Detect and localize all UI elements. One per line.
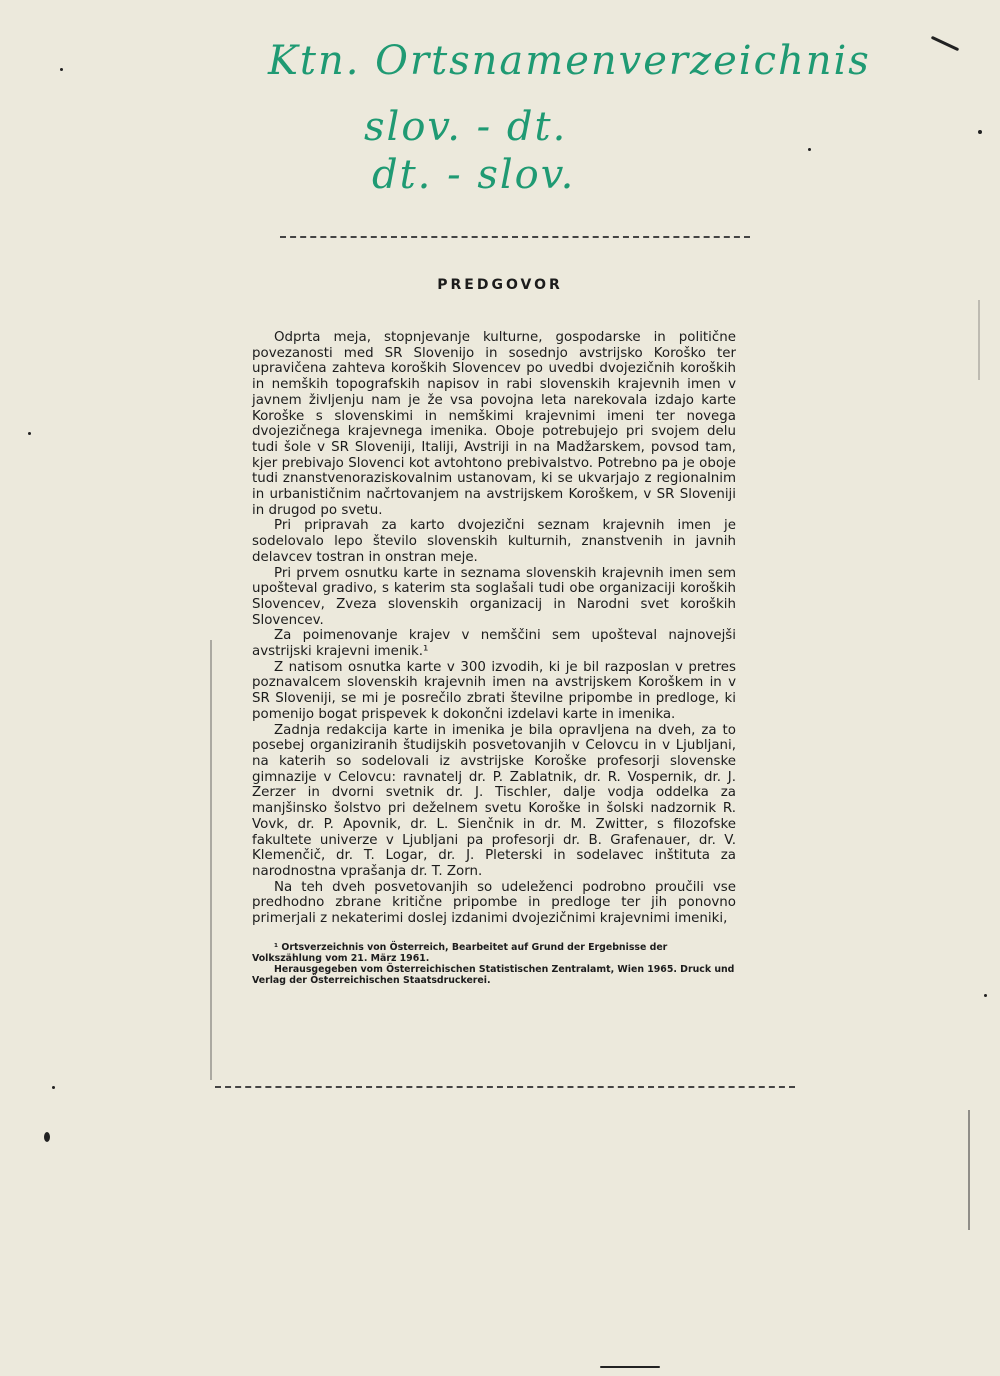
handwritten-note-line-1: Ktn. Ortsnamenverzeichnis <box>268 38 871 84</box>
right-edge-marks-upper <box>978 300 980 380</box>
handwritten-note-line-2: slov. - dt. <box>364 104 568 150</box>
paragraph: Z natisom osnutka karte v 300 izvodih, ki je bil razposlan v pretres poznavalcem slovenskih krajevnih imen na avstrijskem Koroškem in v SR Sloveniji, se mi je posrečilo zbrati številne pripombe in predloge, ki pomenijo bogat prispevek k dokončni izdelavi karte in imenika. <box>252 659 736 722</box>
scan-speck <box>60 68 63 71</box>
paragraph: Za poimenovanje krajev v nemščini sem upošteval najnovejši avstrijski krajevni imenik.¹ <box>252 628 736 660</box>
preface-body <box>252 330 736 927</box>
footnote: ¹ Ortsverzeichnis von Österreich, Bearbeitet auf Grund der Ergebnisse der Volkszählung vom 21. März 1961. <box>252 942 668 964</box>
handwritten-note-line-3: dt. - slov. <box>372 152 576 198</box>
scan-speck <box>52 1086 55 1089</box>
top-cut-line <box>280 236 750 238</box>
scan-speck <box>931 36 959 51</box>
scan-speck <box>978 130 982 134</box>
scan-speck <box>808 148 811 151</box>
scan-speck <box>28 432 31 435</box>
paragraph: Pri pripravah za karto dvojezični seznam krajevnih imen je sodelovalo lepo število slovenskih kulturnih, znanstvenih in javnih delavcev tostran in onstran meje. <box>252 518 736 565</box>
scan-speck <box>44 1132 50 1142</box>
paragraph: Na teh dveh posvetovanjih so udeleženci podrobno proučili vse predhodno zbrane kritične pripombe in predloge ter jih ponovno primerjali z nekaterimi doslej izdanimi dvojezičnimi krajevnimi imeniki, <box>252 879 736 927</box>
left-edge-marks <box>210 640 212 1080</box>
footnote: Herausgegeben vom Österreichischen Statistischen Zentralamt, Wien 1965. Druck und Verlag der Österreichischen Staatsdruckerei. <box>252 964 735 986</box>
footnotes <box>252 942 736 986</box>
bottom-cut-line <box>215 1086 795 1088</box>
paragraph: Odprta meja, stopnjevanje kulturne, gospodarske in politične povezanosti med SR Slovenijo in sosednjo avstrijsko Koroško ter upravičena zahteva koroških Slovencev po uvedbi dvojezičnih koroških in nemških topografskih napisov in rabi slovenskih krajevnih imen v javnem življenju nam je že vsa povojna leta narekovala izdajo karte Koroške s slovenskimi in nemškimi krajevnimi imeni ter novega dvojezičnega krajevnega imenika. Oboje potrebujejo pri svojem delu tudi šole v SR Sloveniji, Italiji, Avstriji in na Madžarskem, povsod tam, kjer prebivajo Slovenci kot avtohtono prebivalstvo. Potrebno pa je oboje tudi znanstvenoraziskovalnim ustanovam, ki se ukvarjajo z regionalnim in urbanističnim načrtovanjem na avstrijskem Koroškem, v SR Sloveniji in drugod po svetu. <box>252 330 736 518</box>
right-edge-marks <box>968 1110 970 1230</box>
paragraph: Pri prvem osnutku karte in seznama slovenskih krajevnih imen sem upošteval gradivo, s katerim sta soglašali tudi obe organizaciji koroških Slovencev, Zveza slovenskih organizacij in Narodni svet koroških Slovencev. <box>252 565 736 628</box>
scan-speck <box>984 994 987 997</box>
paragraph: Zadnja redakcija karte in imenika je bila opravljena na dveh, za to posebej organiziranih študijskih posvetovanjih v Celovcu in v Ljubljani, na katerih so sodelovali iz avstrijske Koroške profesorji slovenske gimnazije v Celovcu: ravnatelj dr. P. Zablatnik, dr. R. Vospernik, dr. J. Zerzer in dvorni svetnik dr. J. Tischler, dalje vodja oddelka za manjšinsko šolstvo pri deželnem svetu Koroške in šolski nadzornik R. Vovk, dr. P. Apovnik, dr. L. Sienčnik in dr. M. Zwitter, s filozofske fakultete univerze v Ljubljani pa profesorji dr. B. Grafenauer, dr. V. Klemenčič, dr. T. Logar, dr. J. Pleterski in sodelavec inštituta za narodnostna vprašanja dr. T. Zorn. <box>252 722 736 879</box>
scan-speck <box>600 1366 660 1368</box>
page-title: PREDGOVOR <box>437 277 563 293</box>
